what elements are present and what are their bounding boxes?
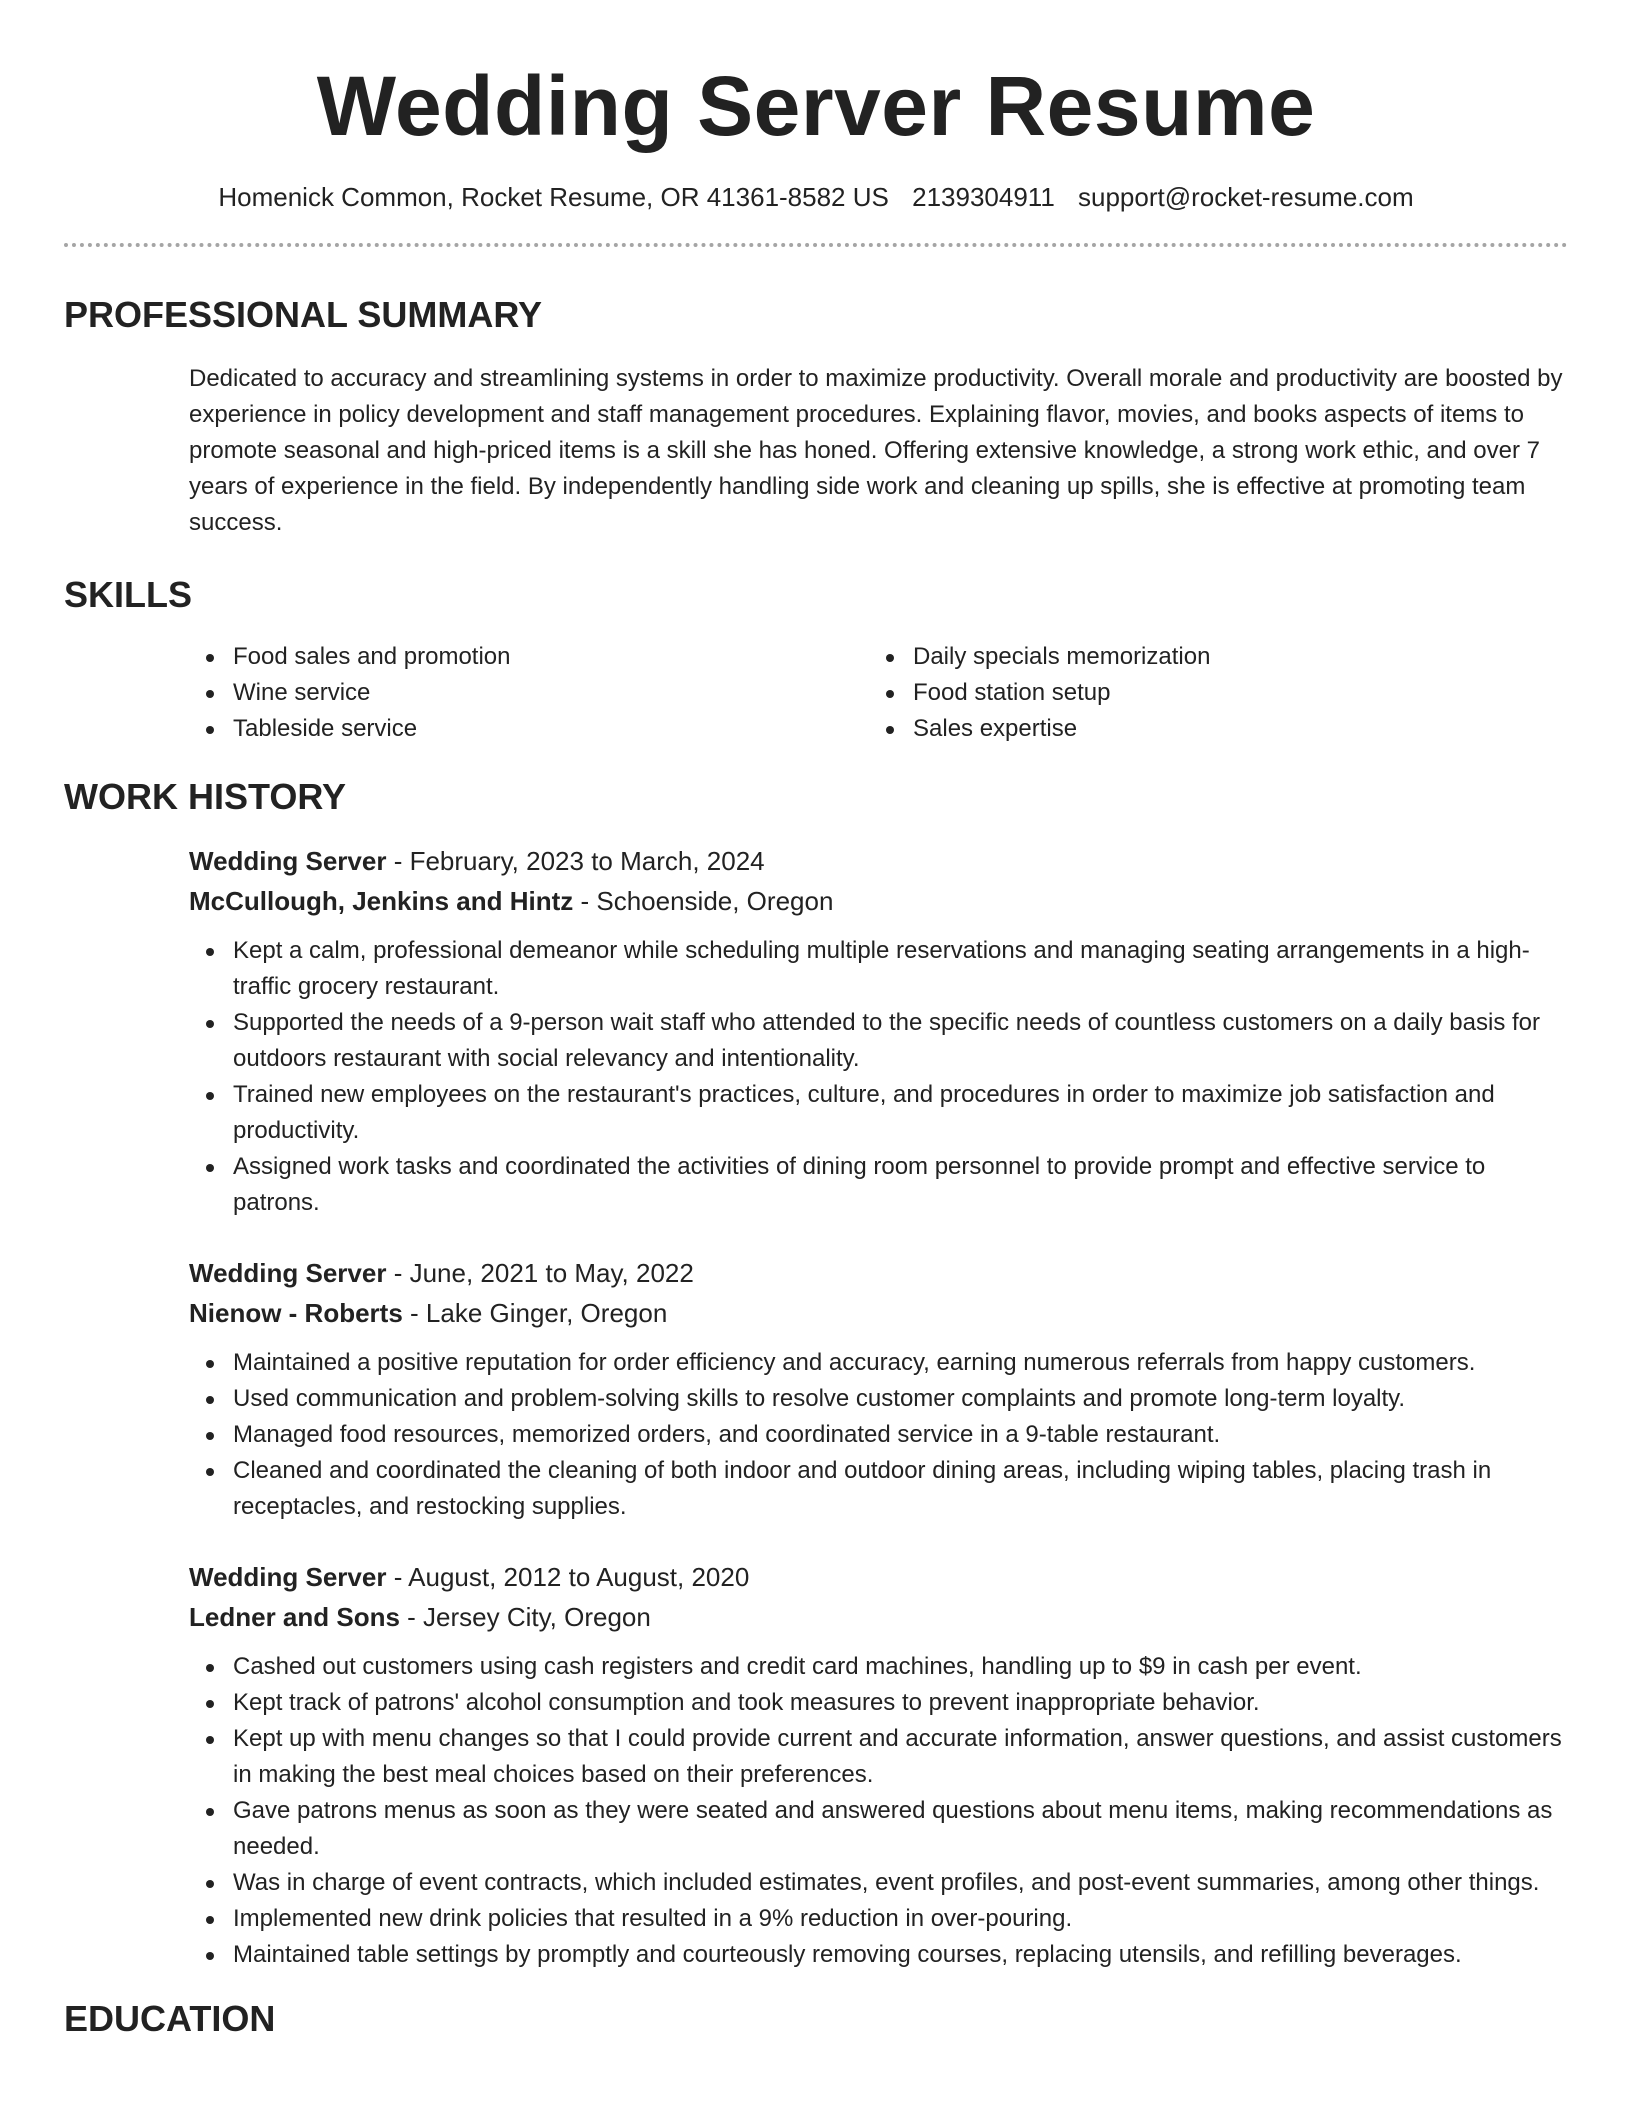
contact-email: support@rocket-resume.com — [1078, 182, 1414, 212]
duty-item: Kept track of patrons' alcohol consumption and took measures to prevent inappropriate behavior. — [189, 1685, 1568, 1721]
skill-item: Sales expertise — [869, 711, 1549, 747]
job-company-line — [189, 1293, 1568, 1333]
job-duties — [189, 1345, 1568, 1525]
job-location: - Schoenside, Oregon — [573, 886, 834, 916]
job-location: - Jersey City, Oregon — [399, 1602, 651, 1632]
duty-item: Maintained table settings by promptly and courteously removing courses, replacing utensils, and refilling beverages. — [189, 1937, 1568, 1973]
job-company: Nienow - Roberts — [189, 1298, 403, 1328]
job-entry — [189, 841, 1568, 1221]
duty-item: Kept a calm, professional demeanor while scheduling multiple reservations and managing seating arrangements in a high-traffic grocery restaurant. — [189, 933, 1568, 1005]
duty-item: Gave patrons menus as soon as they were seated and answered questions about menu items, making recommendations as needed. — [189, 1793, 1568, 1865]
duty-item: Maintained a positive reputation for order efficiency and accuracy, earning numerous referrals from happy customers. — [189, 1345, 1568, 1381]
job-role-line — [189, 1557, 1568, 1597]
resume-page — [64, 0, 1568, 2041]
duty-item: Implemented new drink policies that resulted in a 9% reduction in over-pouring. — [189, 1901, 1568, 1937]
section-title-skills: SKILLS — [64, 574, 193, 615]
duty-item: Trained new employees on the restaurant's practices, culture, and procedures in order to maximize job satisfaction and productivity. — [189, 1077, 1568, 1149]
duty-item: Assigned work tasks and coordinated the activities of dining room personnel to provide prompt and effective service to patrons. — [189, 1149, 1568, 1221]
job-entry — [189, 1253, 1568, 1525]
job-entry — [189, 1557, 1568, 1973]
job-duties — [189, 933, 1568, 1221]
job-location: - Lake Ginger, Oregon — [402, 1298, 668, 1328]
skill-item: Food sales and promotion — [189, 639, 869, 675]
job-role-line — [189, 841, 1568, 881]
job-company: McCullough, Jenkins and Hintz — [189, 886, 574, 916]
skill-item: Wine service — [189, 675, 869, 711]
job-dates: - August, 2012 to August, 2020 — [386, 1562, 750, 1592]
resume-title: Wedding Server Resume — [316, 59, 1316, 153]
duty-item: Managed food resources, memorized orders, and coordinated service in a 9-table restaurant. — [189, 1417, 1568, 1453]
summary-text: Dedicated to accuracy and streamlining systems in order to maximize productivity. Overall morale and productivity are boosted by experience in policy development and staff management procedures. Explaining flavor, movies, and books aspects of items to promote seasonal and high-priced items is a skill she has honed. Offering extensive knowledge, a strong work ethic, and over 7 years of experience in the field. By independently handling side work and cleaning up spills, she is effective at promoting team success. — [189, 365, 1563, 536]
job-role: Wedding Server — [189, 1562, 387, 1592]
section-title-summary: PROFESSIONAL SUMMARY — [64, 294, 543, 335]
section-title-work-history: WORK HISTORY — [64, 776, 347, 817]
contact-phone: 2139304911 — [912, 182, 1055, 212]
skill-item: Daily specials memorization — [869, 639, 1549, 675]
header-divider — [64, 243, 1568, 247]
skills-column-left — [189, 639, 869, 747]
job-role: Wedding Server — [189, 846, 387, 876]
job-dates: - February, 2023 to March, 2024 — [386, 846, 765, 876]
duty-item: Was in charge of event contracts, which included estimates, event profiles, and post-event summaries, among other things. — [189, 1865, 1568, 1901]
skills-list — [189, 639, 1568, 747]
skills-column-right — [869, 639, 1549, 747]
job-duties — [189, 1649, 1568, 1973]
job-dates: - June, 2021 to May, 2022 — [386, 1258, 694, 1288]
job-company: Ledner and Sons — [189, 1602, 400, 1632]
job-role-line — [189, 1253, 1568, 1293]
duty-item: Supported the needs of a 9-person wait staff who attended to the specific needs of countless customers on a daily basis for outdoors restaurant with social relevancy and intentionality. — [189, 1005, 1568, 1077]
duty-item: Kept up with menu changes so that I could provide current and accurate information, answer questions, and assist customers in making the best meal choices based on their preferences. — [189, 1721, 1568, 1793]
contact-line — [64, 180, 1568, 214]
job-role: Wedding Server — [189, 1258, 387, 1288]
section-title-education: EDUCATION — [64, 1998, 276, 2039]
job-company-line — [189, 881, 1568, 921]
duty-item: Cleaned and coordinated the cleaning of both indoor and outdoor dining areas, including wiping tables, placing trash in receptacles, and restocking supplies. — [189, 1453, 1568, 1525]
duty-item: Used communication and problem-solving skills to resolve customer complaints and promote long-term loyalty. — [189, 1381, 1568, 1417]
skill-item: Food station setup — [869, 675, 1549, 711]
duty-item: Cashed out customers using cash registers and credit card machines, handling up to $9 in cash per event. — [189, 1649, 1568, 1685]
contact-address: Homenick Common, Rocket Resume, OR 41361-8582 US — [218, 182, 889, 212]
skill-item: Tableside service — [189, 711, 869, 747]
job-company-line — [189, 1597, 1568, 1637]
